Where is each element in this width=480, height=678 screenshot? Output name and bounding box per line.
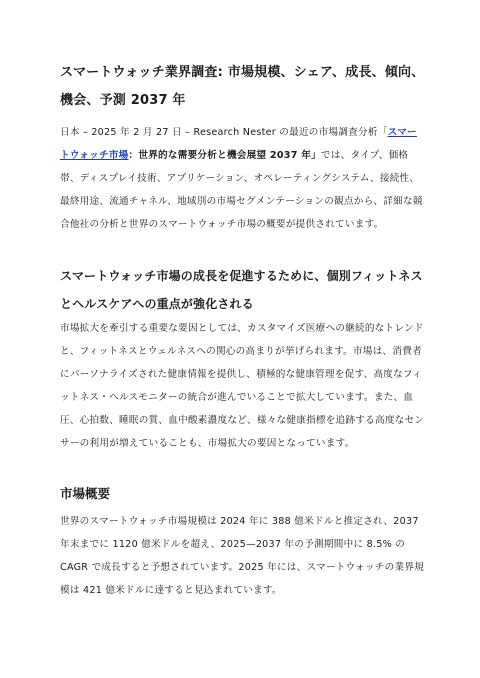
growth-heading: スマートウォッチ市場の成長を促進するために、個別フィットネスとヘルスケアへの重点が強化される — [60, 269, 423, 311]
growth-paragraph: 市場拡大を牽引する重要な要因としては、カスタマイズ医療への継続的なトレンドと、フィットネスとウェルネスへの関心の高まりが挙げられます。市場は、消費者にパーソナライズされた健康情報を提供し、積極的な健康管理を促す、高度なフィットネス・ヘルスモニターの統合が進んでいることで拡大しています。また、血圧、心拍数、睡眠の質、血中酸素濃度など、様々な健康指標を追跡する高度なセンサーの利用が増えていることも、市場拡大の要因となっています。 — [60, 323, 425, 449]
overview-paragraph: 世界のスマートウォッチ市場規模は 2024 年に 388 億米ドルと推定され、2037 年末までに 1120 億米ドルを超え、2025—2037 年の予測期間中に 8.5% の CAGR で成長すると予想されています。2025 年には、スマートウォッチの業界規模は 421 億米ドルに達すると見込まれています。 — [60, 516, 425, 596]
intro-paragraph — [60, 121, 426, 236]
overview-heading: 市場概要 — [60, 486, 111, 501]
intro-tail: では、タイプ、価格帯、ディスプレイ技術、アプリケーション、オペレーティングシステム、接続性、最終用途、流通チャネル、地域別の市場セグメンテーションの観点から、詳細な競合他社の分析と世界のスマートウォッチ市場の概要が提供されています。 — [60, 150, 423, 230]
intro-lead: 日本 – 2025 年 2 月 27 日 – Research Nester の最近の市場調査分析「 — [60, 127, 388, 138]
report-subtitle: ：世界的な需要分析と機会展望 2037 年 — [128, 150, 312, 161]
page-title: スマートウォッチ業界調査: 市場規模、シェア、成長、傾向、機会、予測 2037 年 — [60, 65, 425, 108]
close-bracket: 」 — [311, 150, 321, 161]
smartwatch-market-link[interactable]: スマートウォッチ市場 — [60, 127, 417, 161]
